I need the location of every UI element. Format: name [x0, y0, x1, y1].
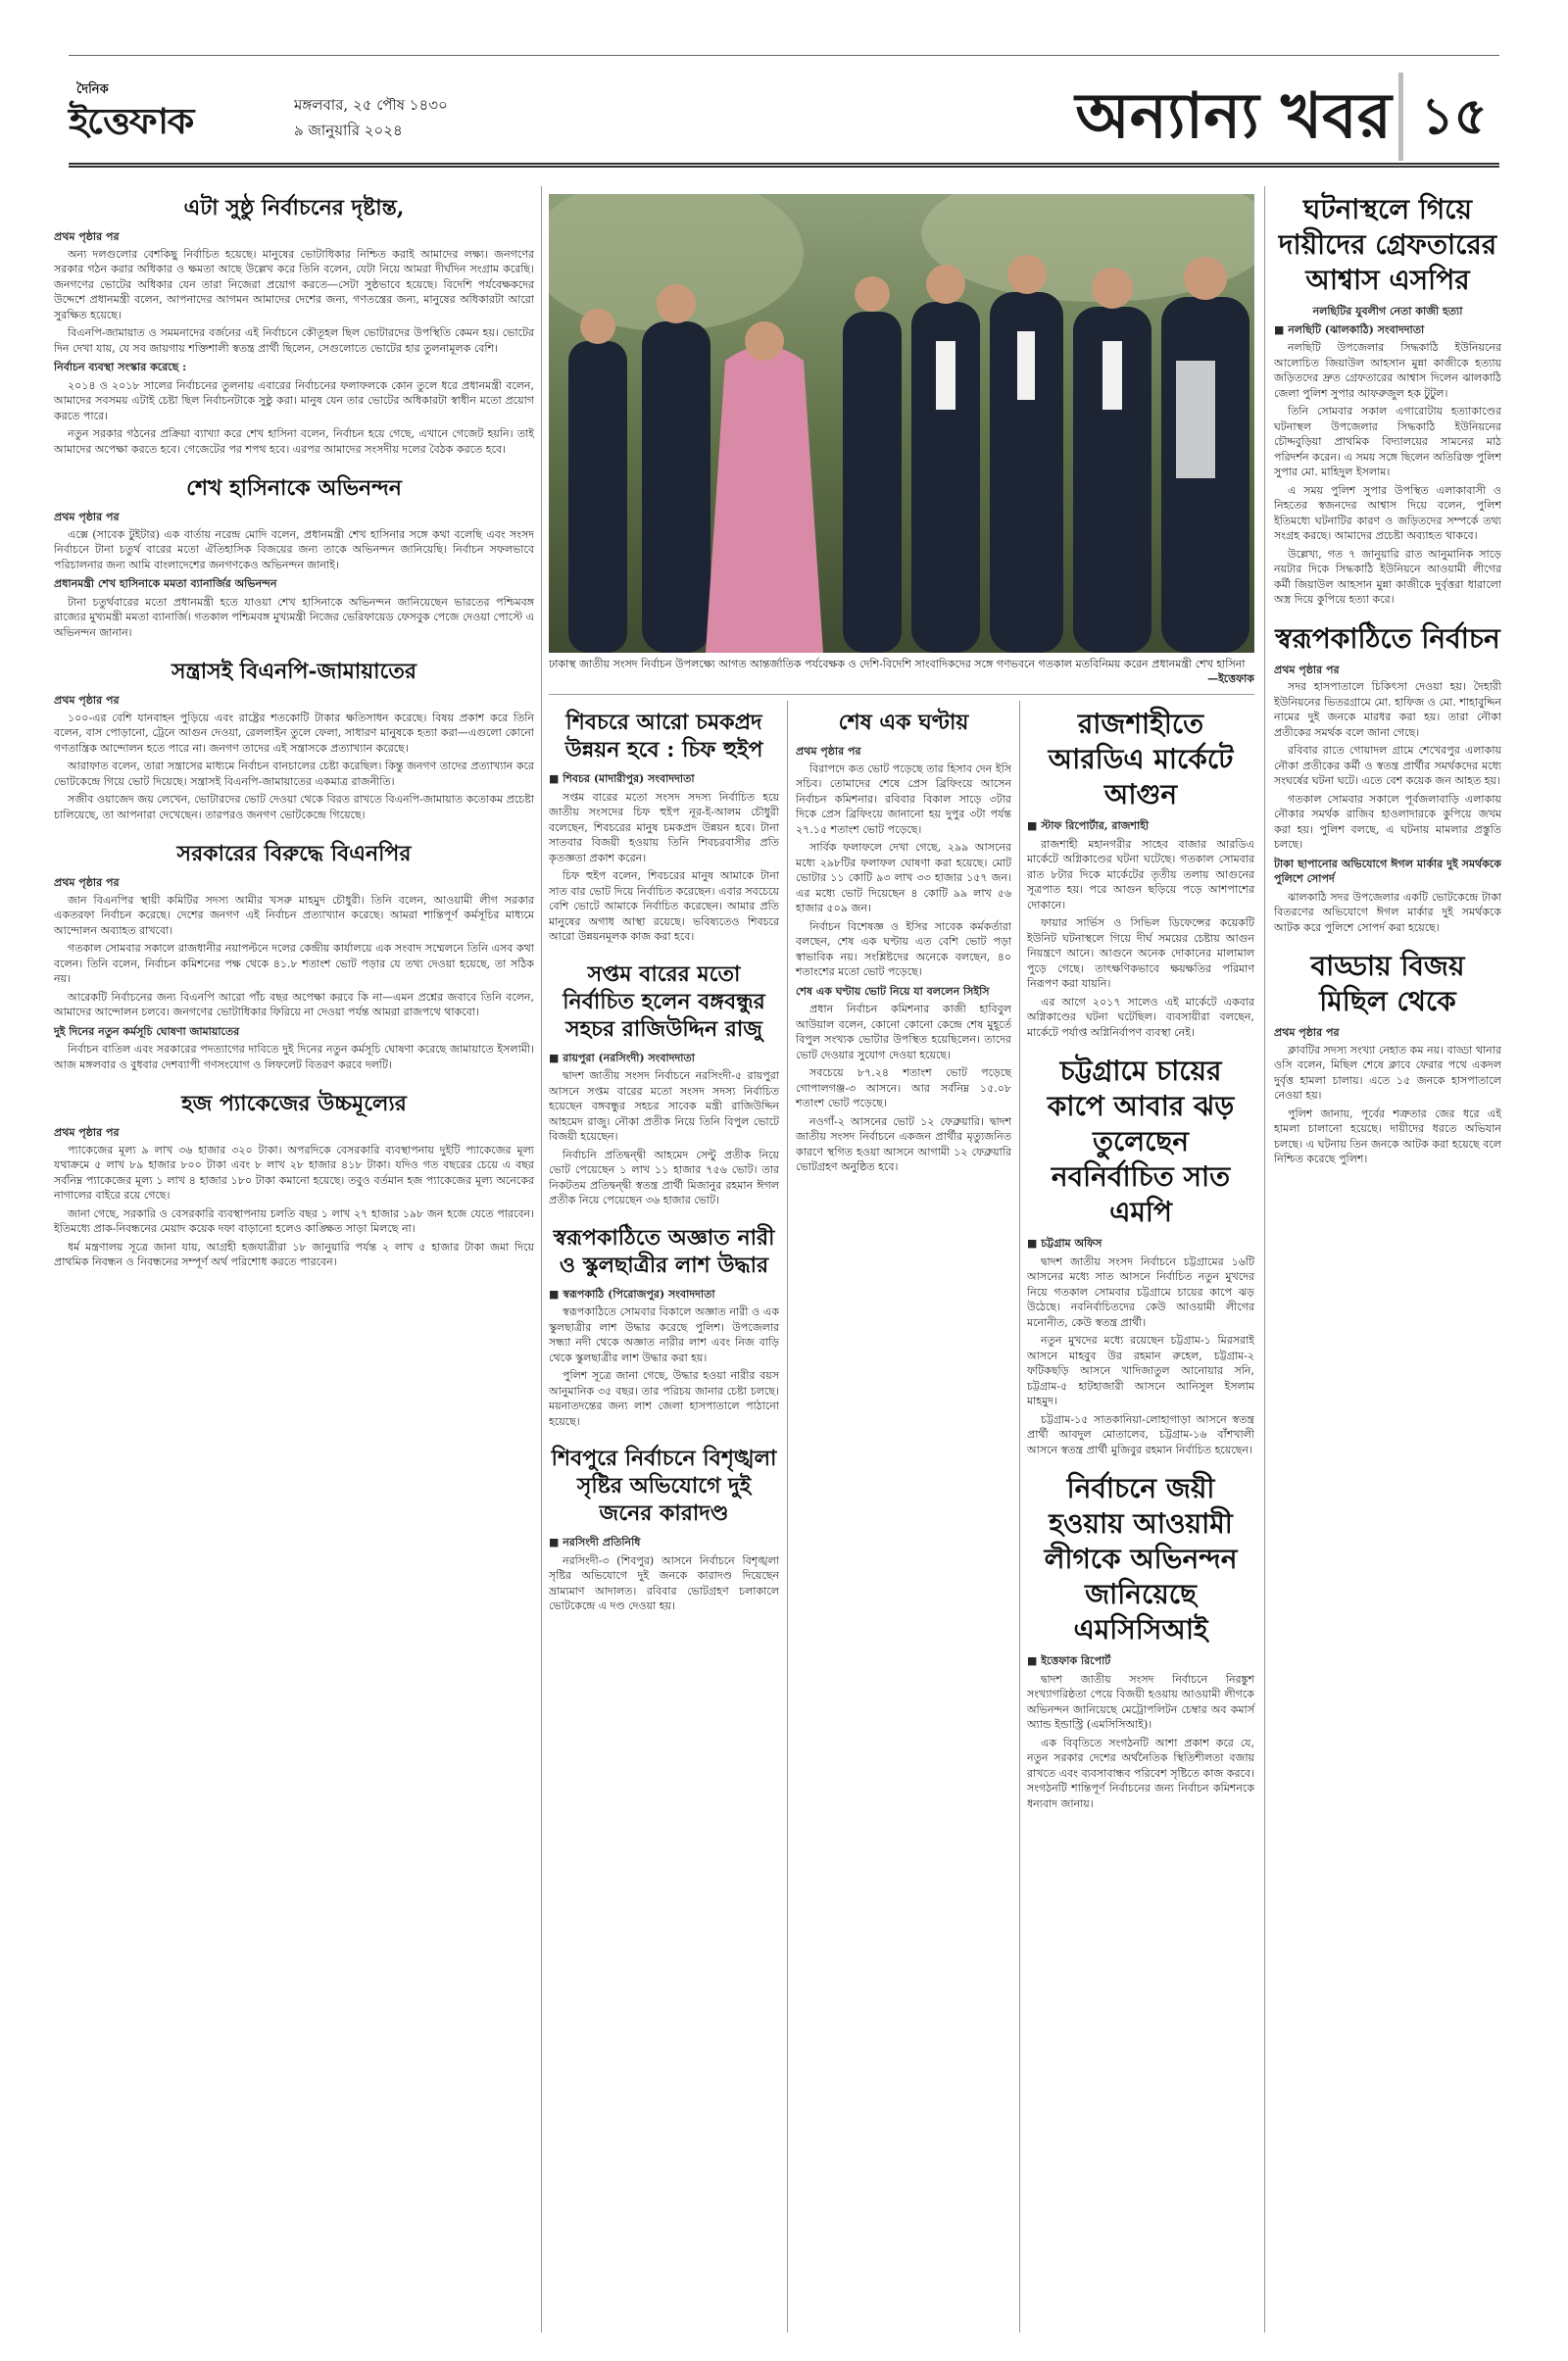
- paragraph: প্রধান নির্বাচন কমিশনার কাজী হাবিবুল আউয়াল বলেন, কোনো কোনো কেন্দ্রে শেষ মুহূর্তে বিপুল সংখ্যক ভোটার উপস্থিত হয়েছিলেন। তাদের ভোট দেওয়ার সুযোগ দেওয়া হয়েছে।: [796, 1003, 1011, 1061]
- masthead: [69, 73, 1499, 163]
- paragraph: স্বরূপকাঠিতে সোমবার বিকালে অজ্ঞাত নারী ও এক স্কুলছাত্রীর লাশ উদ্ধার করেছে পুলিশ। উপজেলার সন্ধ্যা নদী থেকে অজ্ঞাত নারীর লাশ এবং নিজ বাড়ি থেকে স্কুলছাত্রীর লাশ উদ্ধার করা হয়।: [549, 1305, 779, 1364]
- paragraph: রাজশাহী মহানগরীর সাহেব বাজার আরডিএ মার্কেটে অগ্নিকাণ্ডের ঘটনা ঘটেছে। গতকাল সোমবার রাত ৮টার দিকে মার্কেটের তৃতীয় তলায় আগুনের সূত্রপাত হয়। পরে আগুন ছড়িয়ে পড়ে আশপাশের দোকানে।: [1027, 837, 1254, 911]
- paragraph: ফায়ার সার্ভিস ও সিভিল ডিফেন্সের কয়েকটি ইউনিট ঘটনাস্থলে গিয়ে দীর্ঘ সময়ের চেষ্টায় আগুন নিয়ন্ত্রণে আনে। আগুনে অনেক দোকানের মালামাল পুড়ে গেছে। তাৎক্ষণিকভাবে ক্ষয়ক্ষতির পরিমাণ নিরূপণ করা যায়নি।: [1027, 916, 1254, 990]
- page-number: ১৫: [1398, 73, 1499, 161]
- paragraph: টানা চতুর্থবারের মতো প্রধানমন্ত্রী হতে যাওয়া শেখ হাসিনাকে অভিনন্দন জানিয়েছেন ভারতের পশ্চিমবঙ্গ রাজ্যের মুখ্যমন্ত্রী মমতা ব্যানার্জি। গতকাল পশ্চিমবঙ্গ মুখ্যমন্ত্রী নিজের ভেরিফায়েড ফেসবুক পেজে দেওয়া পোস্টে এ অভিনন্দন জানান।: [54, 595, 534, 639]
- column-5: [1274, 186, 1501, 1170]
- column-4: [1027, 701, 1254, 1814]
- byline: ■ স্টাফ রিপোর্টার, রাজশাহী: [1027, 819, 1150, 832]
- paragraph: পুলিশ সূত্রে জানা গেছে, উদ্ধার হওয়া নারীর বয়স আনুমানিক ৩৫ বছর। তার পরিচয় জানার চেষ্টা চলছে। ময়নাতদন্তের জন্য লাশ জেলা হাসপাতালে পাঠানো হয়েছে।: [549, 1369, 779, 1428]
- paragraph: ১০০-এর বেশি যানবাহন পুড়িয়ে এবং রাষ্ট্রের শতকোটি টাকার ক্ষতিসাধন করেছে। বিষয় প্রকাশ করে তিনি বলেন, বাস পোড়ানো, ট্রেনে আগুন দেওয়া, রেললাইন তুলে ফেলা, সাধারণ মানুষকে হত্যা করা—এগুলো কোনো গণতান্ত্রিক আন্দোলন হতে পারে না। জনগণ তাদের এই সন্ত্রাসকে প্রত্যাখ্যান করেছে।: [54, 711, 534, 755]
- subhead: নলছিটির যুবলীগ নেতা কাজী হত্যা: [1312, 305, 1463, 318]
- paragraph: বিএনপি-জামায়াত ও সমমনাদের বর্জনের এই নির্বাচনে কৌতূহল ছিল ভোটারদের উপস্থিতি কেমন হয়। ভোটের দিন দেখা যায়, যে সব জায়গায় শক্তিশালী স্বতন্ত্র প্রার্থী ছিলেন, সেগুলোতে ভোটের হার তুলনামূলক বেশি।: [54, 326, 534, 355]
- headline: স্বরূপকাঠিতে নির্বাচন: [1275, 621, 1500, 655]
- headline: চট্টগ্রামে চায়ের কাপে আবার ঝড় তুলেছেন নবনির্বাচিত সাত এমপি: [1047, 1055, 1235, 1228]
- kicker: প্রথম পৃষ্ঠার পর: [1274, 1026, 1340, 1039]
- photo-rule: [549, 694, 1254, 695]
- paragraph: প্যাকেজের মূল্য ৯ লাখ ৩৬ হাজার ৩২০ টাকা। অপরদিকে বেসরকারি ব্যবস্থাপনায় দুইটি প্যাকেজের মূল্য যথাক্রমে ৫ লাখ ৮৯ হাজার ৮০০ টাকা এবং ৮ লাখ ২৮ হাজার ৪১৮ টাকা। যদিও গত বছরের চেয়ে এ বছর সর্বনিম্ন প্যাকেজের মূল্য ১ লাখ ৪ হাজার ১৮০ টাকা কমানো হয়েছে। তবুও বর্তমান হজ প্যাকেজের মূল্য অনেকের নাগালের বাইরে রয়ে গেছে।: [54, 1143, 534, 1202]
- headline: সন্ত্রাসই বিএনপি-জামায়াতের: [171, 659, 417, 684]
- paragraph: উল্লেখ্য, গত ৭ জানুয়ারি রাত আনুমানিক সাড়ে নয়টার দিকে সিদ্ধকাঠি ইউনিয়নে আওয়ামী লীগের কর্মী জিয়াউল আহসান মুন্না কাজীকে দুর্বৃত্তরা ধারালো অস্ত্র দিয়ে কুপিয়ে হত্যা করে।: [1274, 547, 1501, 606]
- paragraph: আরেকটি নির্বাচনের জন্য বিএনপি আরো পাঁচ বছর অপেক্ষা করবে কি না—এমন প্রশ্নের জবাবে তিনি বলেন, আমাদের আন্দোলন চলবে। জনগণের ভোটাধিকার ফিরিয়ে না দেওয়া পর্যন্ত আমরা রাজপথে থাকবো।: [54, 990, 534, 1018]
- paragraph: পুলিশ জানায়, পূর্বের শত্রুতার জের ধরে এই হামলা চালানো হয়েছে। দায়ীদের ধরতে অভিযান চলছে। এ ঘটনায় তিন জনকে আটক করা হয়েছে বলে নিশ্চিত করেছে পুলিশ।: [1274, 1107, 1501, 1165]
- paragraph: এ সময় পুলিশ সুপার উপস্থিত এলাকাবাসী ও নিহতের স্বজনদের আশ্বাস দিয়ে বলেন, পুলিশ ইতিমধ্যে ঘটনাটির কারণ ও জড়িতদের সম্পর্কে তথ্য সংগ্রহ করছে। আমাদের প্রচেষ্টা অব্যাহত থাকবে।: [1274, 483, 1501, 542]
- paragraph: জানা গেছে, সরকারি ও বেসরকারি ব্যবস্থাপনায় চলতি বছর ১ লাখ ২৭ হাজার ১৯৮ জন হজে যেতে পারবেন। ইতিমধ্যে প্রাক-নিবন্ধনের মেয়াদ কয়েক দফা বাড়ানো হলেও কাঙ্ক্ষিত সাড়া মিলছে না।: [54, 1206, 534, 1235]
- subheading: প্রধানমন্ত্রী শেখ হাসিনাকে মমতা ব্যানার্জির অভিনন্দন: [54, 577, 277, 590]
- paragraph: দ্বাদশ জাতীয় সংসদ নির্বাচনে নিরঙ্কুশ সংখ্যাগরিষ্ঠতা পেয়ে বিজয়ী হওয়ায় আওয়ামী লীগকে অভিনন্দন জানিয়েছে মেট্রোপলিটন চেম্বার অব কমার্স অ্যান্ড ইন্ডাস্ট্রি (এমসিসিআই)।: [1027, 1672, 1254, 1731]
- kicker: প্রথম পৃষ্ঠার পর: [54, 694, 120, 707]
- paragraph: এক বিবৃতিতে সংগঠনটি আশা প্রকাশ করে যে, নতুন সরকার দেশের অর্থনৈতিক স্থিতিশীলতা বজায় রাখতে এবং ব্যবসাবান্ধব পরিবেশ সৃষ্টিতে কাজ করবে। সংগঠনটি শান্তিপূর্ণ নির্বাচনের জন্য নির্বাচন কমিশনকে ধন্যবাদ জানায়।: [1027, 1736, 1254, 1810]
- paragraph: সদর হাসপাতালে চিকিৎসা দেওয়া হয়। দৈহারী ইউনিয়নের ভিতরগ্রামে মো. হাফিজ ও মো. শাহাবুদ্দিন নামের দুই জনকে মারধর করা হয়। তারা নৌকা প্রতীকের সমর্থক বলে জানা গেছে।: [1274, 680, 1501, 739]
- column-divider: [1019, 701, 1020, 2333]
- kicker: প্রথম পৃষ্ঠার পর: [54, 1126, 120, 1139]
- headline: শিবচরে আরো চমকপ্রদ উন্নয়ন হবে : চিফ হুইপ: [564, 710, 763, 762]
- paragraph: গতকাল সোমবার সকালে রাজধানীর নয়াপল্টনে দলের কেন্দ্রীয় কার্যালয়ে এক সংবাদ সম্মেলনে তিনি এসব কথা বলেন। তিনি বলেন, নির্বাচন কমিশনের পক্ষ থেকে ৪১.৮ শতাংশ ভোট পড়ার যে তথ্য দেওয়া হয়েছে, তা সঠিক নয়।: [54, 942, 534, 985]
- section-title: অন্যান্য খবর: [1075, 79, 1392, 153]
- headline: হজ প্যাকেজের উচ্চমূল্যের: [181, 1091, 407, 1116]
- paragraph: নির্বাচনি প্রতিদ্বন্দ্বী আহমেদ সেন্টু প্রতীক নিয়ে ভোট পেয়েছেন ১ লাখ ১১ হাজার ৭৫৬ ভোট। তার নিকটতম প্রতিদ্বন্দ্বী স্বতন্ত্র প্রার্থী মিজানুর রহমান ঈগল প্রতীক নিয়ে পেয়েছেন ৩৬ হাজার ভোট।: [549, 1148, 779, 1206]
- caption-text: ঢাকাস্থ জাতীয় সংসদ নির্বাচন উপলক্ষ্যে আগত আন্তর্জাতিক পর্যবেক্ষক ও দেশি-বিদেশি সাংবাদিকদের সঙ্গে গণভবনে গতকাল মতবিনিময় করেন প্রধানমন্ত্রী শেখ হাসিনা: [549, 658, 1246, 670]
- column-divider: [541, 186, 542, 2333]
- photo-credit: —ইত্তেফাক: [1207, 672, 1254, 685]
- paragraph: সপ্তম বারের মতো সংসদ সদস্য নির্বাচিত হয়ে জাতীয় সংসদের চিফ হুইপ নূর-ই-আলম চৌধুরী বলেছেন, শিবচরের মানুষ চমকপ্রদ উন্নয়ন হবে। টানা সাতবার বিজয়ী হওয়ায় তিনি শিবচরবাসীর প্রতি কৃতজ্ঞতা প্রকাশ করেন।: [549, 790, 779, 864]
- paragraph: নির্বাচন বাতিল এবং সরকারের পদত্যাগের দাবিতে দুই দিনের নতুন কর্মসূচি ঘোষণা করেছে জামায়াতে ইসলামী। আজ মঙ্গলবার ও বুধবার দেশব্যাপী গণসংযোগ ও লিফলেট বিতরণ করবে দলটি।: [54, 1043, 534, 1071]
- paragraph: এর আগে ২০১৭ সালেও এই মার্কেটে একবার অগ্নিকাণ্ডের ঘটনা ঘটেছিল। ব্যবসায়ীরা বলছেন, মার্কেটে পর্যাপ্ত অগ্নিনির্বাপণ ব্যবস্থা নেই।: [1027, 995, 1254, 1039]
- masthead-rule: [69, 163, 1499, 168]
- date-english: ৯ জানুয়ারি ২০২৪: [294, 122, 403, 139]
- kicker: প্রথম পৃষ্ঠার পর: [796, 745, 861, 758]
- column-1: [54, 186, 534, 1273]
- kicker: প্রথম পৃষ্ঠার পর: [54, 876, 120, 889]
- kicker: প্রথম পৃষ্ঠার পর: [54, 511, 120, 523]
- logo-text: ইত্তেফাক: [69, 101, 193, 142]
- byline: ■ নলছিটি (ঝালকাঠি) সংবাদদাতা: [1274, 322, 1425, 336]
- paragraph: ক্লাবটির সদস্য সংখ্যা নেহাত কম নয়। বাড্ডা থানার ওসি বলেন, মিছিল শেষে ক্লাবে ফেরার পথে একদল দুর্বৃত্ত হামলা চালায়। এতে ১৫ জনকে হাসপাতালে নেওয়া হয়।: [1274, 1043, 1501, 1102]
- paragraph: ঝালকাঠি সদর উপজেলার একটি ভোটকেন্দ্রে টাকা বিতরণের অভিযোগে ঈগল মার্কার দুই সমর্থককে আটক করে পুলিশে সোপর্দ করা হয়েছে।: [1274, 890, 1501, 934]
- paragraph: নলছিটি উপজেলার সিদ্ধকাঠি ইউনিয়নের আলোচিত জিয়াউল আহসান মুন্না কাজীকে হত্যায় জড়িতদের দ্রুত গ্রেফতারের আশ্বাস দিলেন ঝালকাঠি জেলা পুলিশ সুপার আফরুজুল হক টুটুল।: [1274, 341, 1501, 400]
- news-photo: [549, 194, 1254, 653]
- byline: ■ চট্টগ্রাম অফিস: [1027, 1237, 1102, 1250]
- subheading: শেষ এক ঘণ্টায় ভোট নিয়ে যা বললেন সিইসি: [796, 984, 990, 998]
- paragraph: নতুন সরকার গঠনের প্রক্রিয়া ব্যাখ্যা করে শেখ হাসিনা বলেন, নির্বাচন হয়ে গেছে, এখানে গেজেট হয়নি। তাই আমাদের অপেক্ষা করতে হবে। গেজেটের পর শপথ হবে। এরপর আমাদের সংসদীয় দলের বৈঠক করতে হবে।: [54, 427, 534, 456]
- headline: এটা সুষ্ঠু নির্বাচনের দৃষ্টান্ত,: [183, 195, 405, 221]
- byline: ■ স্বরূপকাঠি (পিরোজপুর) সংবাদদাতা: [549, 1287, 715, 1301]
- subheading: নির্বাচন ব্যবস্থা সংস্কার করেছে :: [54, 361, 187, 373]
- paragraph: নির্বাচন বিশেষজ্ঞ ও ইসির সাবেক কর্মকর্তারা বলছেন, শেষ এক ঘণ্টায় এত বেশি ভোট পড়া স্বাভাবিক নয়। সংশ্লিষ্টদের অনেকে বলছেন, ৪০ শতাংশের মতো ভোট পড়েছে।: [796, 919, 1011, 978]
- column-3: [796, 701, 1011, 1178]
- paragraph: এক্সে (সাবেক টুইটার) এক বার্তায় নরেন্দ্র মোদি বলেন, প্রধানমন্ত্রী শেখ হাসিনার সঙ্গে কথা বলেছি এবং সংসদ নির্বাচনে টানা চতুর্থ বারের মতো ঐতিহাসিক বিজয়ের জন্য তাকে অভিনন্দন জানিয়েছি। নির্বাচন সফলভাবে পরিচালনার জন্য আমি বাংলাদেশের জনগণকেও অভিনন্দন জানাই।: [54, 527, 534, 571]
- paragraph: নরসিংদী-৩ (শিবপুর) আসনে নির্বাচনে বিশৃঙ্খলা সৃষ্টির অভিযোগে দুই জনকে কারাদণ্ড দিয়েছেন ভ্রাম্যমাণ আদালত। রবিবার ভোটগ্রহণ চলাকালে ভোটকেন্দ্রে এ দণ্ড দেওয়া হয়।: [549, 1553, 779, 1612]
- headline: নির্বাচনে জয়ী হওয়ায় আওয়ামী লীগকে অভিনন্দন জানিয়েছে এমসিসিআই: [1044, 1472, 1238, 1646]
- paragraph: রবিবার রাতে গোয়াদল গ্রামে শেখেরপুর এলাকায় নৌকা প্রতীকের কর্মী ও স্বতন্ত্র প্রার্থীর সমর্থকদের মধ্যে সংঘর্ষের ঘটনা ঘটে। এতে বেশ কয়েক জন আহত হয়।: [1274, 744, 1501, 787]
- paragraph: ধর্ম মন্ত্রণালয় সূত্রে জানা যায়, আগ্রহী হজযাত্রীরা ১৮ জানুয়ারি পর্যন্ত ২ লাখ ৫ হাজার টাকা জমা দিয়ে প্রাথমিক নিবন্ধন ও নিবন্ধনের সম্পূর্ণ অর্থ পরিশোধ করতে পারবেন।: [54, 1240, 534, 1268]
- headline: সপ্তম বারের মতো নির্বাচিত হলেন বঙ্গবন্ধুর সহচর রাজিউদ্দিন রাজু: [563, 960, 765, 1042]
- paragraph: গতকাল সোমবার সকালে পূর্বজলাবাড়ি এলাকায় নৌকার সমর্থক রাজিব হাওলাদারকে কুপিয়ে জখম করা হয়। পুলিশ বলছে, এ ঘটনায় মামলার প্রস্তুতি চলছে।: [1274, 792, 1501, 851]
- column-2: [549, 701, 779, 1617]
- logo-small-text: দৈনিক: [76, 82, 109, 97]
- column-divider: [1264, 186, 1265, 2333]
- photo-caption: [549, 657, 1254, 686]
- top-rule: [69, 55, 1499, 56]
- paragraph: চট্টগ্রাম-১৫ সাতকানিয়া-লোহাগাড়া আসনে স্বতন্ত্র প্রার্থী আবদুল মোতালেব, চট্টগ্রাম-১৬ বাঁশখালী আসনে স্বতন্ত্র প্রার্থী মুজিবুর রহমান নির্বাচিত হয়েছেন।: [1027, 1412, 1254, 1456]
- headline: বাড্ডায় বিজয় মিছিল থেকে: [1310, 950, 1465, 1017]
- kicker: প্রথম পৃষ্ঠার পর: [54, 230, 120, 243]
- paragraph: সার্বিক ফলাফলে দেখা গেছে, ২৯৯ আসনের মধ্যে ২৯৮টির ফলাফল ঘোষণা করা হয়েছে। মোট ভোটার ১১ কোটি ৯৩ লাখ ৩৩ হাজার ১৫৭ জন। এর মধ্যে ভোট দিয়েছেন ৪ কোটি ৯৯ লাখ ৫৬ হাজার ৫০৯ জন।: [796, 841, 1011, 914]
- byline: ■ রায়পুরা (নরসিংদী) সংবাদদাতা: [549, 1051, 695, 1064]
- paragraph: বিরাপদে কত ভোট পড়েছে তার হিসাব দেন ইসি সচিব। তোমাদের শেষে প্রেস ব্রিফিংয়ে আসেন নির্বাচন কমিশনার। রবিবার বিকাল সাড়ে ৩টার দিকে প্রেস ব্রিফিংয়ে জানানো হয় দুপুর ৩টা পর্যন্ত ২৭.১৫ শতাংশ ভোট পড়েছে।: [796, 762, 1011, 836]
- paragraph: ২০১৪ ও ২০১৮ সালের নির্বাচনের তুলনায় এবারের নির্বাচনের ফলাফলকে কোন তুলে ধরে প্রধানমন্ত্রী বলেন, আমাদের সবসময় এটাই চেষ্টা ছিল নির্বাচনটাকে সুষ্ঠু করা। মানুষ যেন তার ভোটের অধিকারটা স্বাধীন মতো প্রয়োগ করতে পারে।: [54, 378, 534, 422]
- headline: স্বরূপকাঠিতে অজ্ঞাত নারী ও স্কুলছাত্রীর লাশ উদ্ধার: [553, 1224, 775, 1278]
- subheading: দুই দিনের নতুন কর্মসূচি ঘোষণা জামায়াতের: [54, 1024, 240, 1038]
- column-divider: [787, 701, 788, 2333]
- photo-illustration: [549, 194, 1254, 653]
- headline: সরকারের বিরুদ্ধে বিএনপির: [176, 841, 412, 866]
- byline: ■ শিবচর (মাদারীপুর) সংবাদদাতা: [549, 772, 695, 785]
- headline: শেষ এক ঘণ্টায়: [838, 710, 969, 735]
- paragraph: সবচেয়ে ৮৭.২৪ শতাংশ ভোট পড়েছে গোপালগঞ্জ-৩ আসনে। আর সর্বনিম্ন ১৫.০৮ শতাংশ ভোট পড়েছে।: [796, 1066, 1011, 1109]
- byline: ■ নরসিংদী প্রতিনিধি: [549, 1536, 641, 1549]
- date-bangla: মঙ্গলবার, ২৫ পৌষ ১৪৩০: [294, 96, 448, 114]
- headline: ঘটনাস্থলে গিয়ে দায়ীদের গ্রেফতারের আশ্বাস এসপির: [1278, 193, 1497, 296]
- paragraph: অন্য দলগুলোর বেশকিছু নির্বাচিত হয়েছে। মানুষের ভোটাধিকার নিশ্চিত করাই আমাদের লক্ষ্য। জনগণের সরকার গঠন করার অধিকার ও ক্ষমতা আছে উল্লেখ করে তিনি বলেন, যেটা নিয়ে আমরা দীর্ঘদিন সংগ্রাম করেছি। জনগণের ভোটের অধিকার যেন তারা নিজেরা প্রয়োগ করতে—সেটা সুষ্ঠভাবে হয়েছে। বিদেশি পর্যবেক্ষকদের উদ্দেশে প্রধানমন্ত্রী বলেন, আপনাদের আগমন আমাদের দেশের জন্য, গণতন্ত্রের জন্য, মানুষের অধিকারটা আরো সুরক্ষিত হয়েছে।: [54, 247, 534, 321]
- paragraph: জান বিএনপির স্থায়ী কমিটির সদস্য আমীর খসরু মাহমুদ চৌধুরী। তিনি বলেন, আওয়ামী লীগ সরকার একতরফা নির্বাচন করেছে। দেশের জনগণ এই নির্বাচন প্রত্যাখ্যান করেছে। আমরা শান্তিপূর্ণ কর্মসূচির মাধ্যমে আন্দোলন অব্যাহত রাখবো।: [54, 893, 534, 937]
- paragraph: চিফ হুইপ বলেন, শিবচরের মানুষ আমাকে টানা সাত বার ভোট দিয়ে নির্বাচিত করেছেন। এবার সবচেয়ে বেশি ভোটে আমাকে নির্বাচিত করেছেন। আমার প্রতি মানুষের অগাধ আস্থা রয়েছে। ভবিষ্যতেও শিবচরে আরো উন্নয়নমূলক কাজ করা হবে।: [549, 869, 779, 943]
- subheading: টাকা ছাপানোর অভিযোগে ঈগল মার্কার দুই সমর্থককে পুলিশে সোপর্দ: [1274, 857, 1501, 885]
- paragraph: নওগাঁ-২ আসনের ভোট ১২ ফেব্রুয়ারি। দ্বাদশ জাতীয় সংসদ নির্বাচনে একজন প্রার্থীর মৃত্যুজনিত কারণে স্থগিত হওয়া আসনে আগামী ১২ ফেব্রুয়ারি ভোটগ্রহণ অনুষ্ঠিত হবে।: [796, 1114, 1011, 1173]
- paragraph: নতুন মুখদের মধ্যে রয়েছেন চট্টগ্রাম-১ মিরসরাই আসনে মাহবুব উর রহমান রুহেল, চট্টগ্রাম-২ ফটিকছড়ি আসনে খাদিজাতুল আনোয়ার সনি, চট্টগ্রাম-৫ হাটহাজারী আসনে আনিসুল ইসলাম মাহমুদ।: [1027, 1334, 1254, 1407]
- headline: রাজশাহীতে আরডিএ মার্কেটে আগুন: [1048, 708, 1234, 811]
- headline: শিবপুরে নির্বাচনে বিশৃঙ্খলা সৃষ্টির অভিযোগে দুই জনের কারাদণ্ড: [551, 1446, 777, 1526]
- paragraph: দ্বাদশ জাতীয় সংসদ নির্বাচনে চট্টগ্রামের ১৬টি আসনের মধ্যে সাত আসনে নির্বাচিত নতুন মুখদের নিয়ে গতকাল সোমবার চট্টগ্রামে চায়ের কাপে ঝড় উঠেছে। নবনির্বাচিতদের কেউ আওয়ামী লীগের মনোনীত, কেউ স্বতন্ত্র প্রার্থী।: [1027, 1254, 1254, 1329]
- paragraph: সজীব ওয়াজেদ জয় লেখেন, ভোটারদের ভোট দেওয়া থেকে বিরত রাখতে বিএনপি-জামায়াত কতোকম প্রচেষ্টা চালিয়েছে, তা আপনারা দেখেছেন। তারপরও জনগণ ভোটকেন্দ্রে গিয়েছে।: [54, 793, 534, 821]
- kicker: প্রথম পৃষ্ঠার পর: [1274, 663, 1340, 676]
- headline: শেখ হাসিনাকে অভিনন্দন: [186, 475, 402, 501]
- newspaper-logo: [69, 80, 235, 142]
- byline: ■ ইত্তেফাক রিপোর্ট: [1027, 1654, 1111, 1667]
- paragraph: আরাফাত বলেন, তারা সন্ত্রাসের মাধ্যমে নির্বাচন বানচালের চেষ্টা করেছিল। কিন্তু জনগণ তাদের প্রত্যাখ্যান করে ভোটকেন্দ্রে গিয়ে ভোট দিয়েছে। সন্ত্রাসই বিএনপি-জামায়াতের একমাত্র রাজনীতি।: [54, 760, 534, 788]
- issue-date: [294, 92, 448, 143]
- paragraph: দ্বাদশ জাতীয় সংসদ নির্বাচনে নরসিংদী-৫ রায়পুরা আসনে সপ্তম বারের মতো সংসদ সদস্য নির্বাচিত হয়েছেন বঙ্গবন্ধুর সহচর সাবেক মন্ত্রী রাজিউদ্দিন আহমেদ রাজু। নৌকা প্রতীক নিয়ে তিনি বিপুল ভোটে বিজয়ী হয়েছেন।: [549, 1069, 779, 1143]
- paragraph: তিনি সোমবার সকাল এগারোটায় হত্যাকাণ্ডের ঘটনাস্থল উপজেলার সিদ্ধকাঠি ইউনিয়নের চৌদ্দবুড়িয়া প্রাথমিক বিদ্যালয়ের সামনের মাঠ পরিদর্শন করেন। এ সময় সঙ্গে ছিলেন অতিরিক্ত পুলিশ সুপার মো. মাহিদুল ইসলাম।: [1274, 405, 1501, 478]
